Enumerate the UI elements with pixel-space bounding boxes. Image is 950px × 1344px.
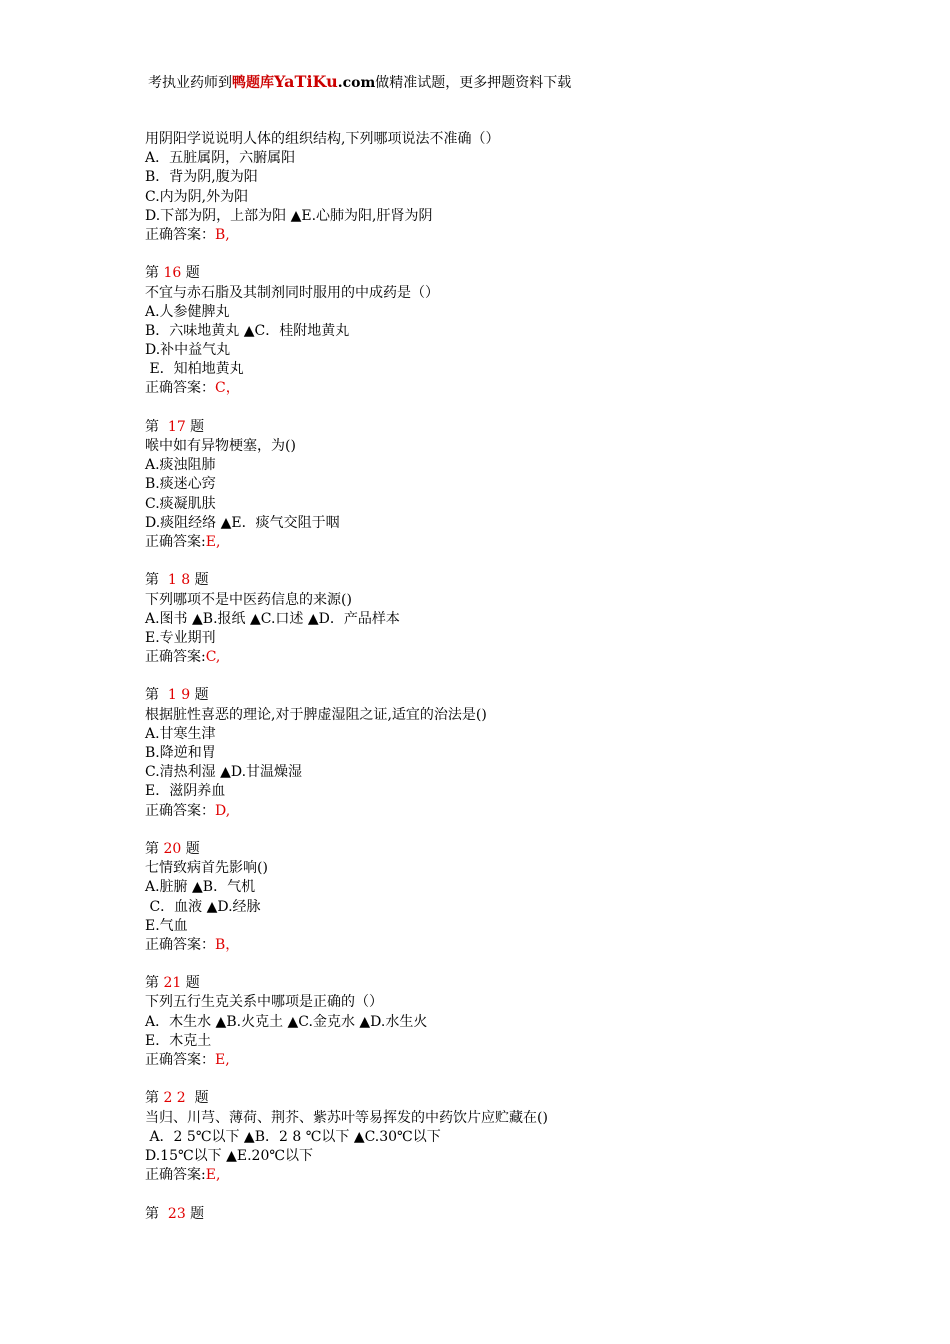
answer-option: A．2 5℃以下 ▲B．2 8 ℃以下 ▲C.30℃以下 <box>145 1128 441 1145</box>
question-stem: 当归、川芎、薄荷、荆芥、紫苏叶等易挥发的中药饮片应贮藏在() <box>145 1109 548 1126</box>
question-number-prefix: 第 <box>145 265 164 282</box>
question-number <box>145 686 845 705</box>
correct-answer-label: 正确答案： <box>145 380 215 397</box>
question-number-suffix: 题 <box>185 1090 209 1107</box>
correct-answer <box>145 648 845 667</box>
question-block <box>145 571 845 667</box>
answer-option: B.降逆和胃 <box>145 745 216 761</box>
answer-option: E．滋阴养血 <box>145 783 226 800</box>
brand-domain: .com <box>337 75 376 91</box>
answer-option: C.清热利湿 ▲D.甘温燥湿 <box>145 764 303 781</box>
question-number-suffix: 题 <box>181 975 200 992</box>
question-spacer <box>145 821 845 840</box>
question-block <box>145 840 845 955</box>
answer-option: A.甘寒生津 <box>145 725 216 742</box>
question-block <box>145 1089 845 1185</box>
question-number-suffix: 题 <box>185 1205 205 1222</box>
question-stem: 下列哪项不是中医药信息的来源() <box>145 591 352 608</box>
brand-name-cn: 鸭题库 <box>232 75 274 91</box>
answer-option: D.15℃以下 ▲E.20℃以下 <box>145 1147 314 1164</box>
correct-answer <box>145 533 845 552</box>
question-number-suffix: 题 <box>190 687 209 704</box>
answer-option: A.人参健脾丸 <box>145 303 230 320</box>
correct-answer <box>145 226 845 245</box>
question-number-value: 2 2 <box>163 1090 186 1107</box>
question-number <box>145 418 845 437</box>
answer-option: A．五脏属阴，六腑属阳 <box>145 150 296 167</box>
correct-answer <box>145 379 845 398</box>
brand-name-en: YaTiKu <box>274 72 338 91</box>
answer-option: C．血液 ▲D.经脉 <box>145 898 261 915</box>
question-number <box>145 840 845 859</box>
answer-option: E．知柏地黄丸 <box>145 361 244 378</box>
page-header <box>148 72 571 92</box>
question-spacer <box>145 667 845 686</box>
answer-option: E.专业期刊 <box>145 629 216 646</box>
answer-option: A.痰浊阻肺 <box>145 457 216 474</box>
correct-answer-label: 正确答案： <box>145 936 215 953</box>
question-stem: 喉中如有异物梗塞，为() <box>145 438 296 454</box>
question-stem: 根据脏性喜恶的理论,对于脾虚湿阻之证,适宜的治法是() <box>145 706 487 723</box>
correct-answer-value: B， <box>215 936 240 953</box>
header-suffix: 做精准试题，更多押题资料下载 <box>375 75 572 91</box>
question-spacer <box>145 399 845 418</box>
question-number <box>145 974 845 993</box>
correct-answer-value: E, <box>205 533 221 550</box>
question-stem: 用阴阳学说说明人体的组织结构,下列哪项说法不准确（） <box>145 131 500 147</box>
question-number-prefix: 第 <box>145 687 168 704</box>
correct-answer <box>145 936 845 955</box>
question-number <box>145 1089 845 1108</box>
answer-option: B．六味地黄丸 ▲C．桂附地黄丸 <box>145 322 350 339</box>
question-block <box>145 686 845 820</box>
answer-option: E.气血 <box>145 917 188 934</box>
correct-answer-value: E, <box>205 1167 221 1184</box>
question-number-suffix: 题 <box>181 265 200 282</box>
answer-option: C.内为阴,外为阳 <box>145 188 249 205</box>
correct-answer-value: D, <box>215 802 231 819</box>
question-number <box>145 264 845 283</box>
correct-answer <box>145 1166 845 1185</box>
question-stem: 下列五行生克关系中哪项是正确的（） <box>145 994 383 1011</box>
answer-option: D.下部为阴，上部为阳 ▲E.心肺为阳,肝肾为阴 <box>145 207 433 224</box>
correct-answer-value: C， <box>215 380 240 397</box>
question-stem: 不宜与赤石脂及其制剂同时服用的中成药是（） <box>145 284 439 301</box>
answer-option: D.痰阻经络 ▲E．痰气交阻于咽 <box>145 514 340 531</box>
question-spacer <box>145 1185 845 1204</box>
question-number-value: 20 <box>163 840 182 857</box>
answer-option: A.图书 ▲B.报纸 ▲C.口述 ▲D．产品样本 <box>145 610 400 627</box>
correct-answer-label: 正确答案: <box>145 533 206 550</box>
question-number <box>145 1205 845 1224</box>
question-spacer <box>145 1070 845 1089</box>
question-number-value: 1 9 <box>167 687 191 704</box>
correct-answer-value: B, <box>215 226 230 243</box>
question-number-suffix: 题 <box>185 418 205 435</box>
answer-option: C.痰凝肌肤 <box>145 495 216 512</box>
answer-option: B.痰迷心窍 <box>145 476 216 493</box>
question-number <box>145 571 845 590</box>
correct-answer-label: 正确答案： <box>145 1052 215 1068</box>
question-number-prefix: 第 <box>145 418 168 435</box>
question-number-prefix: 第 <box>145 1090 164 1107</box>
question-spacer <box>145 955 845 974</box>
question-number-value: 21 <box>163 975 182 992</box>
question-number-prefix: 第 <box>145 572 168 589</box>
correct-answer-value: C, <box>205 649 221 666</box>
answer-option: A.脏腑 ▲B．气机 <box>145 879 256 896</box>
answer-option: B．背为阴,腹为阳 <box>145 169 258 186</box>
question-number-prefix: 第 <box>145 840 164 857</box>
question-number-suffix: 题 <box>190 572 209 589</box>
question-block <box>145 264 845 398</box>
question-number-value: 23 <box>167 1205 186 1222</box>
question-block <box>145 418 845 552</box>
question-number-prefix: 第 <box>145 975 164 992</box>
question-stem: 七情致病首先影响() <box>145 860 268 877</box>
question-block <box>145 974 845 1070</box>
question-number-prefix: 第 <box>145 1205 168 1222</box>
question-block <box>145 130 845 245</box>
correct-answer-label: 正确答案： <box>145 226 215 243</box>
correct-answer <box>145 1051 845 1070</box>
question-list <box>145 130 845 1224</box>
answer-option: A．木生水 ▲B.火克土 ▲C.金克水 ▲D.水生火 <box>145 1013 428 1030</box>
header-prefix: 考执业药师到 <box>148 75 232 91</box>
question-spacer <box>145 245 845 264</box>
question-number-value: 17 <box>167 418 186 435</box>
correct-answer-value: E, <box>215 1052 230 1068</box>
question-number-suffix: 题 <box>181 840 200 857</box>
question-spacer <box>145 552 845 571</box>
question-block <box>145 1205 845 1224</box>
correct-answer-label: 正确答案: <box>145 649 206 666</box>
correct-answer <box>145 802 845 821</box>
question-number-value: 16 <box>163 265 182 282</box>
correct-answer-label: 正确答案: <box>145 1167 206 1184</box>
correct-answer-label: 正确答案： <box>145 802 215 819</box>
question-number-value: 1 8 <box>167 572 191 589</box>
answer-option: E．木克土 <box>145 1032 212 1049</box>
answer-option: D.补中益气丸 <box>145 342 231 359</box>
